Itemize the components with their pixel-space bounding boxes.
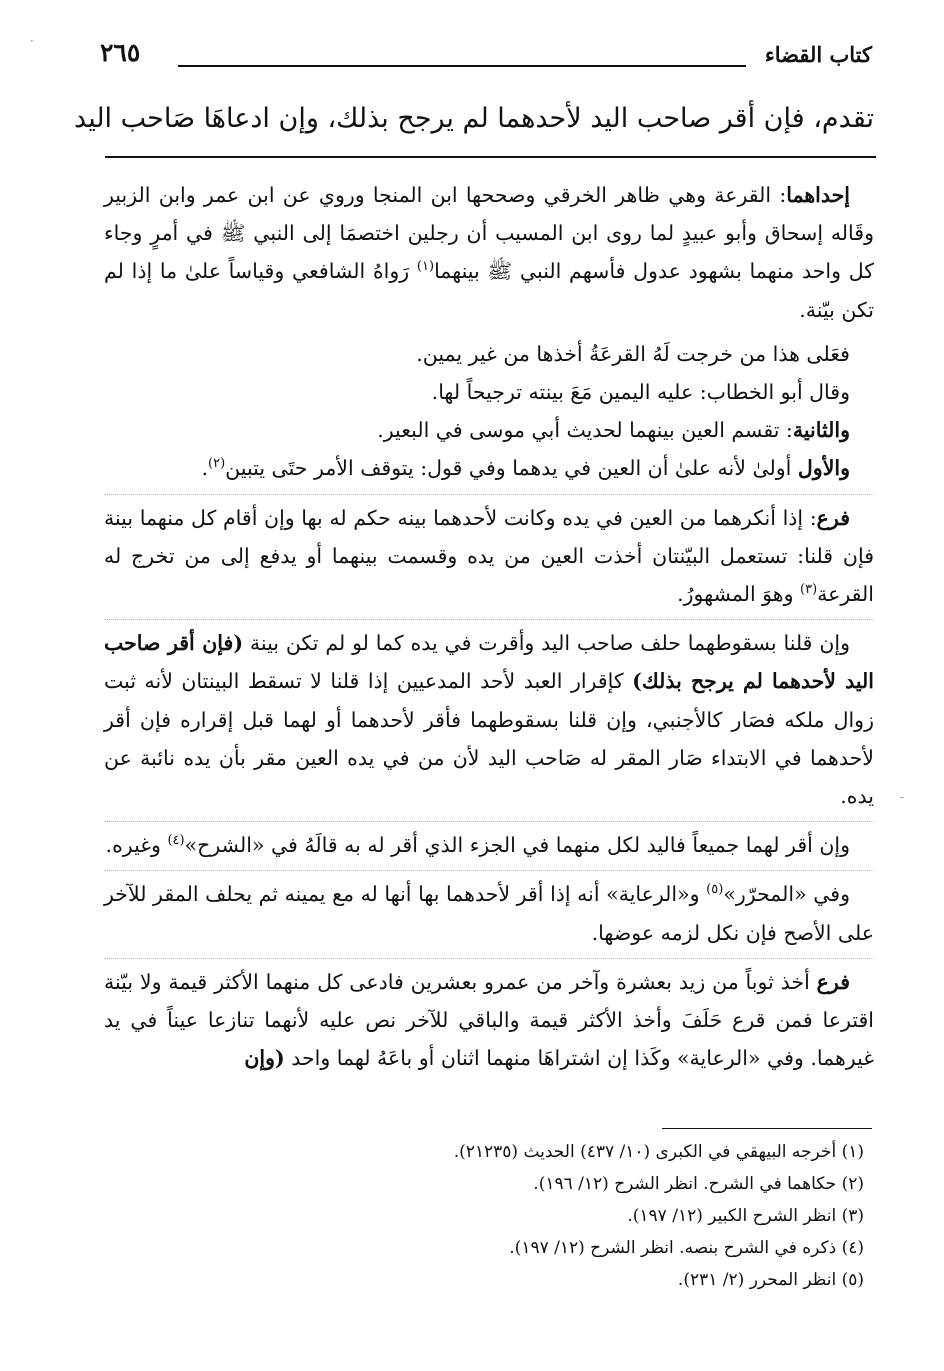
paragraph-text: وقال أبو الخطاب: عليه اليمين مَعَ بينته ترجيحاً لها.	[431, 380, 850, 405]
paragraph-text: وإن قلنا بسقوطهما حلف صاحب اليد وأقرت في يده كما لو لم تكن بينة	[243, 631, 850, 656]
paragraph-text: أولىٰ لأنه علىٰ أن العين في يدهما وفي قول: يتوقف الأمر حتَى يتبين	[225, 456, 798, 481]
footnote-ref[interactable]: (١)	[416, 259, 435, 275]
paragraph-text: : إذا أنكرهما من العين في يده وكانت لأحدهما بينه حكم له بها وإن أقام كل منهما بينة فإن قلنا: تستعمل البيّنتان أخذت العين من يده وقسمت بينهما أو يدفع إلى من تخرج له القرعة	[104, 505, 874, 607]
paragraph	[104, 821, 874, 864]
footnote-ref[interactable]: (٣)	[800, 582, 818, 598]
footnote: (٣) انظر الشرح الكبير (١٢/ ١٩٧).	[627, 1206, 864, 1226]
footnote: (٢) حكاهما في الشرح. انظر الشرح (١٢/ ١٩٦).	[533, 1174, 864, 1194]
matn-separator	[105, 156, 876, 158]
quoted-matn: (وإن	[244, 1046, 285, 1071]
footnote: (١) أخرجه البيهقي في الكبرى (١٠/ ٤٣٧) الحديث (٢١٢٣٥).	[453, 1142, 864, 1162]
paragraph-text: .	[201, 456, 209, 481]
paragraph	[104, 335, 874, 373]
paragraph-text: وإن أقر لهما جميعاً فاليد لكل منهما في الجزء الذي أقر له به قالَهُ في «الشرح»	[184, 833, 850, 858]
paragraph-text: وفي «المحرّر»	[723, 882, 851, 907]
commentary-body	[104, 176, 874, 1083]
footnotes	[104, 1136, 864, 1296]
paragraph	[104, 870, 874, 951]
page-number: ٢٦٥	[100, 38, 141, 67]
paragraph-text: وهوَ المشهورُ.	[677, 582, 800, 607]
paragraph-text: : القرعة وهي ظاهر الخرقي وصححها ابن المنجا وروي عن ابن عمر وابن الزبير وقَاله إسحاق وأبو عبيدٍ لما روى ابن المسيب أن رجلين اختصمَا إلى النبي ﷺ في أمرٍ وجاء كل واحد منهما بشهود عدول فأسهم النبي ﷺ بينهما	[104, 183, 874, 284]
paragraph	[104, 411, 874, 449]
paragraph	[104, 373, 874, 411]
footnote: (٤) ذكره في الشرح بنصه. انظر الشرح (١٢/ ١٩٧).	[509, 1238, 864, 1258]
footnote: (٥) انظر المحرر (٢/ ٢٣١).	[677, 1270, 864, 1290]
paragraph-text: فعَلى هذا من خرجت لَهُ القرعَةُ أخذها من غير يمين.	[416, 341, 850, 366]
paragraph-text: و«الرعاية» أنه إذا أقر لأحدهما بها أنها له مع يمينه ثم يحلف المقر للآخر على الأصح فإن نكل لزمه عوضها.	[104, 882, 874, 945]
paragraph-lead: والثانية	[792, 418, 850, 443]
footnote-ref[interactable]: (٤)	[167, 833, 185, 849]
paragraph-lead: إحداهما	[786, 183, 850, 207]
header-rule	[178, 65, 746, 67]
quoted-matn: (فإن أقر صاحب اليد لأحدهما لم يرجح بذلك)	[104, 631, 874, 694]
book-title: كتاب القضاء	[764, 42, 872, 67]
scan-mark: ·	[30, 34, 34, 48]
paragraph-text: أخذ ثوباً من زيد بعشرة وآخر من عمرو بعشرين فادعى كل منهما الأكثر قيمة ولا بيّنة اقترعا فمن قرع حَلَفَ وأخذ الأكثر قيمة والباقي للآخر نص عليه لأنهما تنازعا عيناً في يد غيرهما. وفي «الرعاية» وكَذا إن اشتراهَا منهما اثنان أو باعَهُ لهما واحد	[104, 969, 874, 1071]
paragraph	[104, 619, 874, 815]
matn-text: تقدم، فإن أقر صاحب اليد لأحدهما لم يرجح بذلك، وإن ادعاهَا صَاحب اليد	[74, 103, 874, 134]
scan-mark: -	[900, 790, 905, 804]
page-header	[100, 36, 872, 76]
paragraph	[104, 494, 874, 614]
paragraph	[104, 958, 874, 1078]
footnote-ref[interactable]: (٢)	[208, 456, 226, 472]
footnote-separator	[662, 1128, 872, 1129]
paragraph	[104, 449, 874, 487]
paragraph-text: : تقسم العين بينهما لحديث أبي موسى في البعير.	[377, 418, 793, 443]
footnote-ref[interactable]: (٥)	[706, 882, 724, 898]
paragraph-text: كإقرار العبد لأحد المدعيين إذا قلنا لا تسقط البينتان لأنه ثبت زوال ملكه فصَار كالأجنبي، وإن قلنا بسقوطهما فأقر لأحدهما أو لهما قبل إقراره فإن أقر لأحدهما في الابتداء صَار المقر له صَاحب اليد لأن من في يده العين مقر بأن يده نائبة عن يده.	[104, 669, 874, 809]
paragraph-lead: فرع	[816, 969, 850, 994]
paragraph-text: وغيره.	[105, 833, 168, 858]
paragraph-lead: فرع	[816, 505, 850, 530]
paragraph	[104, 176, 874, 329]
paragraph-lead: والأول	[797, 456, 850, 481]
paragraph-text: رَواهُ الشافعي وقياساً علىٰ ما إذا لم تكن بيّنة.	[104, 259, 874, 322]
